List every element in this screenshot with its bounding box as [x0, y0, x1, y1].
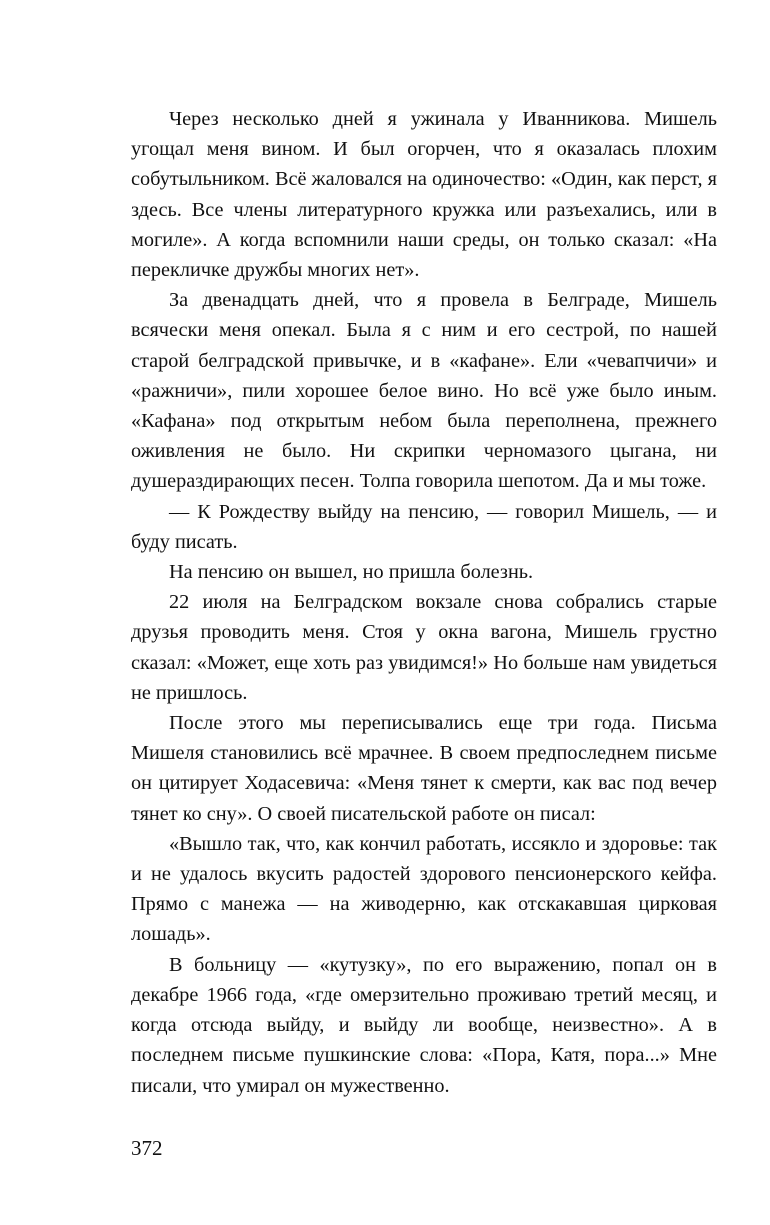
paragraph: В больницу — «кутузку», по его выражению, попал он в декабре 1966 года, «где омерзительно проживаю третий месяц, и когда отсюда выйду, и выйду ли вообще, неизвестно». А в последнем письме пушкинские слова: «Пора, Катя, пора...» Мне писали, что умирал он мужественно. — [131, 953, 717, 1097]
paragraph: После этого мы переписывались еще три года. Письма Мишеля становились всё мрачнее. В своем предпоследнем письме он цитирует Ходасевича: «Меня тянет к смерти, как вас под вечер тянет ко сну». О своей писательской работе он писал: — [131, 712, 717, 825]
paragraph: «Вышло так, что, как кончил работать, иссякло и здоровье: так и не удалось вкусить радостей здорового пенсионерского кейфа. Прямо с манежа — на живодерню, как отскакавшая цирковая лошадь». — [131, 832, 717, 946]
paragraph: — К Рождеству выйду на пенсию, — говорил Мишель, — и буду писать. — [131, 500, 717, 553]
paragraph: 22 июля на Белградском вокзале снова собрались старые друзья проводить меня. Стоя у окна вагона, Мишель грустно сказал: «Может, еще хоть раз увидимся!» Но больше нам увидеться не пришлось. — [131, 591, 717, 704]
paragraph: На пенсию он вышел, но пришла болезнь. — [169, 561, 534, 584]
paragraph: Через несколько дней я ужинала у Иванникова. Мишель угощал меня вином. И был огорчен, что я оказалась плохим собутыльником. Всё жаловался на одиночество: «Один, как перст, я здесь. Все члены литературного кружка или разъехались, или в могиле». А когда вспомнили наши среды, он только сказал: «На перекличке дружбы многих нет». — [131, 108, 717, 282]
paragraph: За двенадцать дней, что я провела в Белграде, Мишель всячески меня опекал. Была я с ним и его сестрой, по нашей старой белградской привычке, и в «кафане». Ели «чевапчичи» и «ражничи», пили хорошее белое вино. Но всё уже было иным. «Кафана» под открытым небом была переполнена, прежнего оживления не было. Ни скрипки черномазого цыгана, ни душераздирающих песен. Толпа говорила шепотом. Да и мы тоже. — [131, 289, 717, 493]
page-number: 372 — [131, 1136, 163, 1160]
body-text — [131, 104, 717, 1101]
